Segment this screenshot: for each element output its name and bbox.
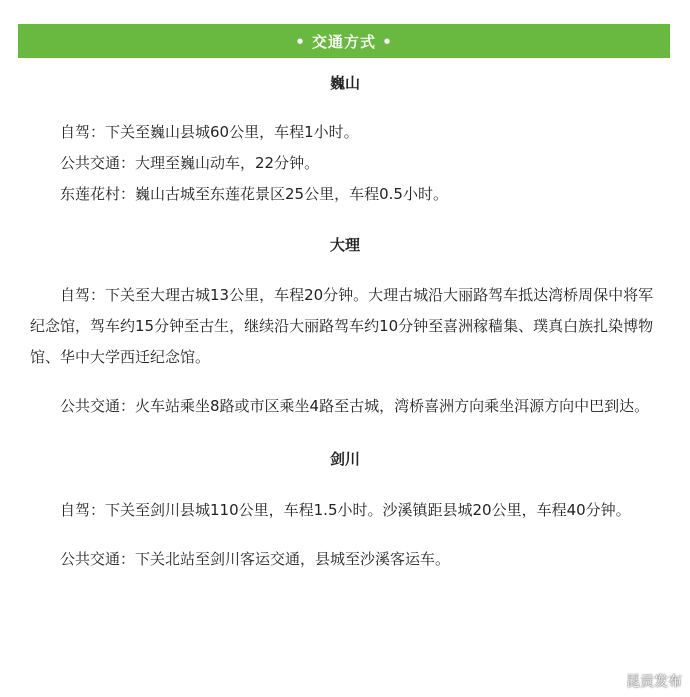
banner-title: • 交通方式 • [295,32,393,51]
dali-transit: 公共交通：火车站乘坐8路或市区乘坐4路至古城，湾桥喜洲方向乘坐洱源方向中巴到达。 [60,397,650,415]
heading-jianchuan: 剑川 [329,450,360,468]
jianchuan-drive: 自驾：下关至剑川县城110公里，车程1.5小时。沙溪镇距县城20公里，车程40分钟。 [60,501,631,519]
section-banner [18,24,670,58]
watermark-text: 昆贡发布 [626,674,682,690]
weibo-watermark [604,671,682,691]
weishan-donglianhua: 东莲花村：巍山古城至东莲花景区25公里，车程0.5小时。 [60,185,448,203]
jianchuan-transit: 公共交通：下关北站至剑川客运交通，县城至沙溪客运车。 [60,550,451,568]
weishan-transit: 公共交通：大理至巍山动车，22分钟。 [60,154,320,172]
weishan-drive: 自驾：下关至巍山县城60公里，车程1小时。 [60,123,359,141]
weibo-icon [604,674,622,688]
dali-drive: 自驾：下关至大理古城13公里，车程20分钟。大理古城沿大丽路驾车抵达湾桥周保中将军纪念馆，驾车约15分钟至古生，继续沿大丽路驾车约10分钟至喜洲稼穑集、璞真白族扎染博物馆、华中大学西迁纪念馆。 [30,286,654,366]
heading-weishan: 巍山 [329,74,360,92]
heading-dali: 大理 [329,236,360,254]
article-content [30,58,660,575]
